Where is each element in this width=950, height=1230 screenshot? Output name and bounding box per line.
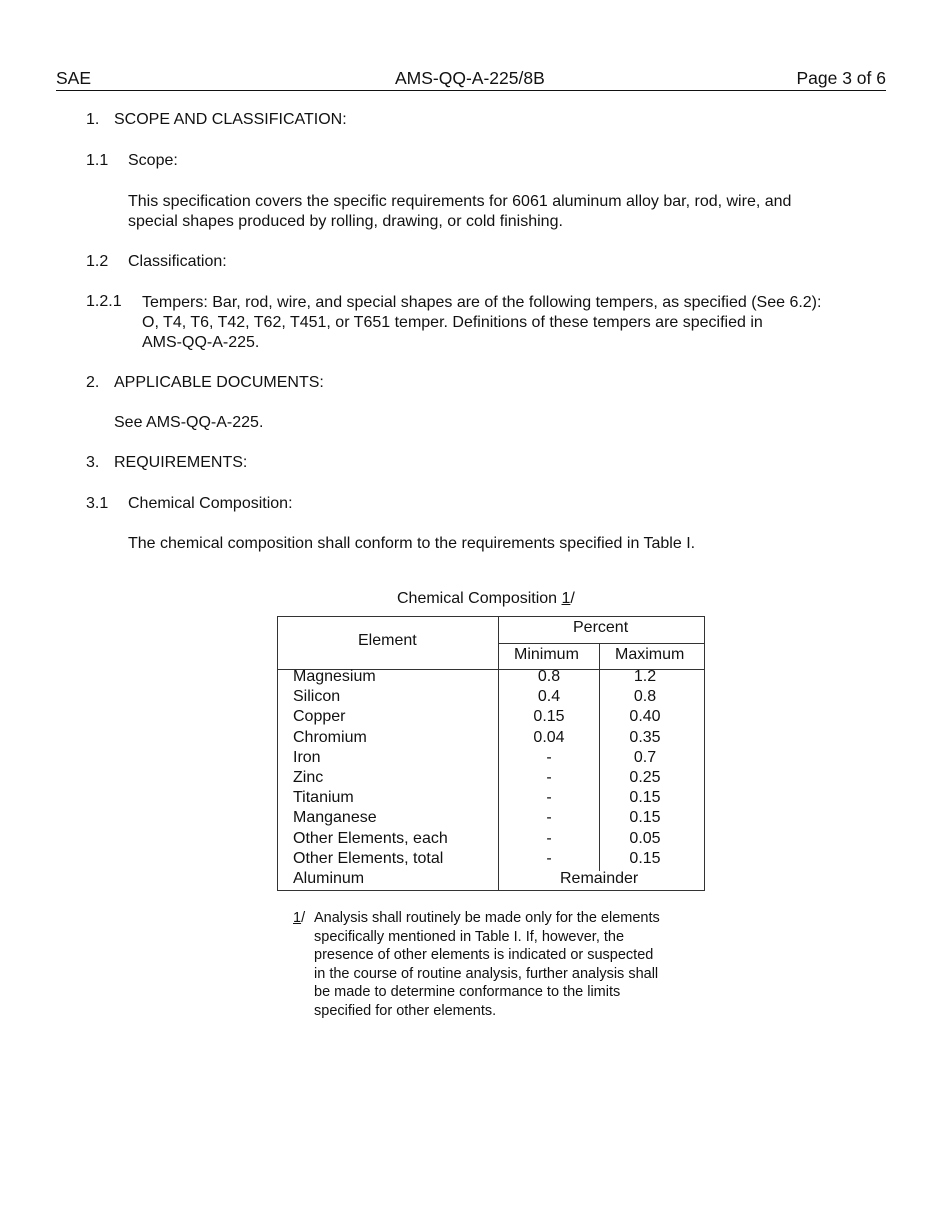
footnote-line: specified for other elements.	[314, 1002, 497, 1019]
scope-paragraph	[128, 192, 791, 232]
row-maximum: 1.2	[633, 668, 657, 685]
row-element: Copper	[293, 708, 346, 726]
row-maximum: 0.40	[629, 708, 661, 726]
caption-footnote-ref: 1	[561, 590, 571, 607]
row-element: Manganese	[293, 809, 377, 827]
paragraph-line: Tempers: Bar, rod, wire, and special shapes are of the following tempers, as specified (See 6.2):	[142, 294, 822, 311]
paragraph-line: O, T4, T6, T42, T62, T451, or T651 temper. Definitions of these tempers are specified in	[142, 314, 763, 331]
row-maximum: 0.35	[629, 728, 661, 746]
paragraph-line: AMS-QQ-A-225.	[142, 334, 260, 351]
header-minimum: Minimum	[514, 646, 579, 663]
caption-footnote-suffix: /	[570, 590, 575, 607]
section-3-heading	[86, 454, 248, 472]
row-minimum: -	[546, 809, 552, 827]
section-title: Chemical Composition:	[128, 495, 293, 512]
footnote-text	[314, 909, 660, 1021]
section-title: REQUIREMENTS:	[114, 454, 248, 471]
applicable-documents-text: See AMS-QQ-A-225.	[114, 414, 264, 431]
footnote-line: in the course of routine analysis, further analysis shall	[314, 965, 659, 982]
header-page-number: Page 3 of 6	[796, 68, 886, 88]
section-1-2-1	[86, 293, 822, 351]
chemical-composition-text: The chemical composition shall conform to the requirements specified in Table I.	[128, 535, 696, 552]
row-minimum: 0.4	[537, 688, 561, 706]
row-element: Other Elements, each	[293, 829, 448, 847]
paragraph-line: This specification covers the specific requirements for 6061 aluminum alloy bar, rod, wire, and	[128, 193, 792, 210]
header-org: SAE	[56, 68, 92, 88]
section-number: 1.	[86, 111, 100, 128]
header-maximum: Maximum	[615, 646, 685, 663]
row-maximum: 0.15	[629, 809, 661, 827]
row-element: Silicon	[293, 688, 341, 706]
section-2-heading	[86, 374, 324, 392]
row-aluminum-value: Remainder	[560, 870, 639, 887]
header-element: Element	[358, 632, 417, 649]
header-percent: Percent	[573, 619, 629, 636]
footnote-line: specifically mentioned in Table I. If, however, the	[314, 928, 625, 945]
row-minimum: 0.15	[533, 708, 565, 726]
section-number: 3.	[86, 454, 100, 471]
composition-table	[277, 616, 705, 891]
row-maximum: 0.25	[629, 769, 661, 786]
row-element: Chromium	[293, 728, 367, 746]
row-maximum: 0.8	[633, 688, 657, 706]
section-number: 2.	[86, 374, 100, 391]
tempers-paragraph	[142, 293, 821, 353]
section-3-1-heading	[86, 495, 293, 513]
footnote-line: presence of other elements is indicated or suspected	[314, 947, 654, 964]
row-maximum: 0.15	[629, 789, 661, 807]
row-minimum: -	[546, 829, 552, 847]
caption-text: Chemical Composition	[397, 590, 562, 607]
row-minimum: -	[546, 789, 552, 807]
section-1-2-heading	[86, 253, 227, 271]
section-number: 1.2.1	[86, 293, 122, 310]
footnote-line: be made to determine conformance to the limits	[314, 984, 621, 1001]
footnote-marker-suffix: /	[301, 910, 306, 926]
row-element: Magnesium	[293, 668, 376, 685]
section-1-heading	[86, 111, 347, 129]
row-aluminum-element: Aluminum	[293, 870, 365, 887]
section-title: SCOPE AND CLASSIFICATION:	[114, 111, 347, 128]
row-minimum: -	[546, 769, 552, 786]
row-maximum: 0.7	[633, 748, 657, 766]
row-element: Titanium	[293, 789, 354, 807]
section-1-1-heading	[86, 152, 178, 170]
table-divider-percent	[498, 643, 705, 644]
paragraph-line: special shapes produced by rolling, drawing, or cold finishing.	[128, 213, 563, 230]
row-maximum: 0.15	[629, 849, 661, 867]
section-number: 1.1	[86, 152, 109, 169]
section-title: Scope:	[128, 152, 178, 169]
page-header	[56, 68, 886, 91]
footnote-marker	[293, 909, 305, 928]
row-maximum: 0.05	[629, 829, 661, 847]
row-element: Iron	[293, 748, 321, 766]
row-minimum: -	[546, 748, 552, 766]
section-title: APPLICABLE DOCUMENTS:	[114, 374, 324, 391]
section-title: Classification:	[128, 253, 227, 270]
section-number: 3.1	[86, 495, 109, 512]
row-minimum: -	[546, 849, 552, 867]
footnote-number: 1	[293, 910, 302, 926]
header-doc-number: AMS-QQ-A-225/8B	[395, 68, 545, 88]
row-minimum: 0.8	[537, 668, 561, 685]
row-minimum: 0.04	[533, 728, 565, 746]
row-element: Zinc	[293, 769, 324, 786]
section-number: 1.2	[86, 253, 109, 270]
table-caption	[397, 590, 575, 608]
footnote-line: Analysis shall routinely be made only for the elements	[314, 910, 660, 926]
row-element: Other Elements, total	[293, 849, 444, 867]
